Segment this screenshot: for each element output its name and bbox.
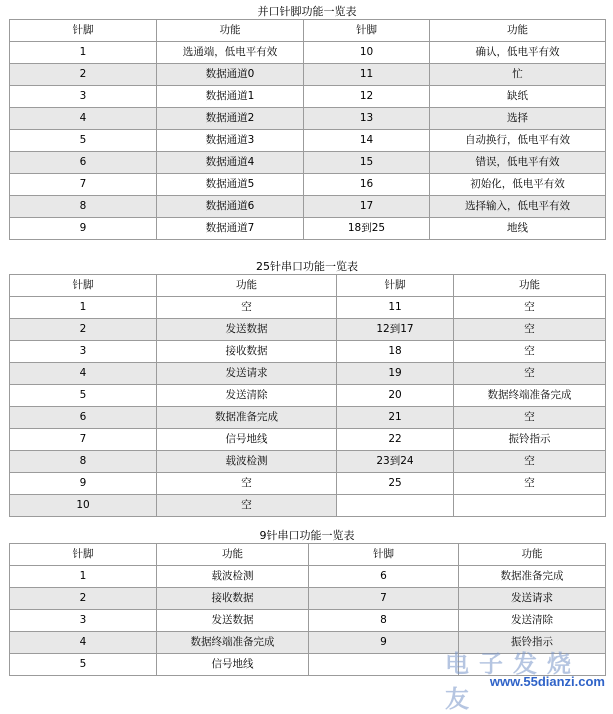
table-cell: 4 <box>10 363 157 385</box>
table-cell: 5 <box>10 130 157 152</box>
table-cell: 数据通道4 <box>157 152 304 174</box>
watermark-url: www.55dianzi.com <box>489 674 605 689</box>
table-cell: 空 <box>454 407 606 429</box>
column-header: 功能 <box>157 544 309 566</box>
table-cell: 载波检测 <box>157 451 337 473</box>
column-header: 针脚 <box>309 544 459 566</box>
table-cell: 确认，低电平有效 <box>430 42 606 64</box>
table-header-row <box>10 275 606 297</box>
column-header: 针脚 <box>304 20 430 42</box>
table-cell: 9 <box>309 632 459 654</box>
table-cell <box>459 654 606 676</box>
column-header: 功能 <box>157 275 337 297</box>
table-row <box>10 108 606 130</box>
table-cell: 6 <box>10 407 157 429</box>
table-row <box>10 152 606 174</box>
table-cell: 数据准备完成 <box>459 566 606 588</box>
table-cell: 9 <box>10 218 157 240</box>
table-cell: 7 <box>10 429 157 451</box>
table-cell: 11 <box>337 297 454 319</box>
table-cell: 10 <box>10 495 157 517</box>
table-cell: 数据通道3 <box>157 130 304 152</box>
table-row <box>10 218 606 240</box>
table-cell: 数据通道1 <box>157 86 304 108</box>
table-cell: 3 <box>10 341 157 363</box>
table-cell: 3 <box>10 610 157 632</box>
table-row <box>10 588 606 610</box>
table-cell: 空 <box>157 473 337 495</box>
table-cell: 空 <box>454 319 606 341</box>
table-cell: 发送请求 <box>459 588 606 610</box>
table-cell: 发送清除 <box>459 610 606 632</box>
table-cell: 2 <box>10 588 157 610</box>
table-row <box>10 451 606 473</box>
table-header-row <box>10 20 606 42</box>
table-row <box>10 610 606 632</box>
table-cell: 10 <box>304 42 430 64</box>
table-cell: 数据准备完成 <box>157 407 337 429</box>
table-cell: 16 <box>304 174 430 196</box>
table-cell: 20 <box>337 385 454 407</box>
table-cell <box>454 495 606 517</box>
table-cell: 振铃指示 <box>454 429 606 451</box>
table-cell: 8 <box>10 451 157 473</box>
table-cell: 2 <box>10 319 157 341</box>
table-cell: 8 <box>309 610 459 632</box>
table-cell: 2 <box>10 64 157 86</box>
table-cell: 发送请求 <box>157 363 337 385</box>
table-cell <box>337 495 454 517</box>
table-cell: 12 <box>304 86 430 108</box>
table-cell: 信号地线 <box>157 654 309 676</box>
table-cell: 17 <box>304 196 430 218</box>
table-cell: 12到17 <box>337 319 454 341</box>
table-row <box>10 319 606 341</box>
table-row <box>10 407 606 429</box>
table-cell: 自动换行，低电平有效 <box>430 130 606 152</box>
table-cell: 错误，低电平有效 <box>430 152 606 174</box>
table-cell: 数据通道2 <box>157 108 304 130</box>
table-cell: 空 <box>454 451 606 473</box>
table-cell: 选择 <box>430 108 606 130</box>
table-cell: 7 <box>10 174 157 196</box>
table-cell: 19 <box>337 363 454 385</box>
table-cell: 1 <box>10 42 157 64</box>
column-header: 功能 <box>459 544 606 566</box>
table-cell: 3 <box>10 86 157 108</box>
table-row <box>10 341 606 363</box>
table-row <box>10 566 606 588</box>
serial-25-section <box>9 259 605 517</box>
table-cell: 接收数据 <box>157 588 309 610</box>
table-cell: 数据通道0 <box>157 64 304 86</box>
table-cell: 缺纸 <box>430 86 606 108</box>
table-cell: 18 <box>337 341 454 363</box>
column-header: 功能 <box>157 20 304 42</box>
table-row <box>10 385 606 407</box>
column-header: 功能 <box>454 275 606 297</box>
table-cell: 初始化，低电平有效 <box>430 174 606 196</box>
table-cell: 数据通道7 <box>157 218 304 240</box>
table-cell: 14 <box>304 130 430 152</box>
table-cell: 空 <box>454 473 606 495</box>
table-cell: 5 <box>10 385 157 407</box>
table-row <box>10 42 606 64</box>
parallel-port-section <box>9 4 605 240</box>
table-title: 并口针脚功能一览表 <box>257 5 357 18</box>
table-cell: 接收数据 <box>157 341 337 363</box>
column-header: 针脚 <box>10 275 157 297</box>
table-cell: 6 <box>10 152 157 174</box>
table-cell: 信号地线 <box>157 429 337 451</box>
table-header-row <box>10 544 606 566</box>
serial-9-section <box>9 528 605 676</box>
table-cell: 发送数据 <box>157 319 337 341</box>
table-cell: 数据终端准备完成 <box>157 632 309 654</box>
serial-9-table <box>9 543 606 676</box>
table-cell: 选通端，低电平有效 <box>157 42 304 64</box>
table-cell: 22 <box>337 429 454 451</box>
table-cell: 11 <box>304 64 430 86</box>
table-cell: 空 <box>454 341 606 363</box>
table-cell: 13 <box>304 108 430 130</box>
column-header: 针脚 <box>10 20 157 42</box>
table-title: 9针串口功能一览表 <box>259 529 355 542</box>
table-cell: 9 <box>10 473 157 495</box>
table-cell: 4 <box>10 108 157 130</box>
table-cell: 5 <box>10 654 157 676</box>
table-row <box>10 632 606 654</box>
table-row <box>10 297 606 319</box>
column-header: 功能 <box>430 20 606 42</box>
table-row <box>10 174 606 196</box>
table-cell: 6 <box>309 566 459 588</box>
column-header: 针脚 <box>10 544 157 566</box>
parallel-port-table <box>9 19 606 240</box>
table-cell: 空 <box>157 495 337 517</box>
table-cell: 7 <box>309 588 459 610</box>
table-cell: 空 <box>454 363 606 385</box>
table-row <box>10 495 606 517</box>
table-cell: 4 <box>10 632 157 654</box>
table-cell: 1 <box>10 297 157 319</box>
table-cell: 振铃指示 <box>459 632 606 654</box>
table-title: 25针串口功能一览表 <box>256 260 358 273</box>
table-row <box>10 64 606 86</box>
table-row <box>10 130 606 152</box>
column-header: 针脚 <box>337 275 454 297</box>
table-cell: 25 <box>337 473 454 495</box>
table-row <box>10 363 606 385</box>
table-row <box>10 654 606 676</box>
table-cell: 数据终端准备完成 <box>454 385 606 407</box>
table-cell: 空 <box>454 297 606 319</box>
table-cell: 数据通道6 <box>157 196 304 218</box>
table-cell: 23到24 <box>337 451 454 473</box>
table-cell: 18到25 <box>304 218 430 240</box>
table-cell <box>309 654 459 676</box>
table-row <box>10 86 606 108</box>
table-row <box>10 196 606 218</box>
table-cell: 发送数据 <box>157 610 309 632</box>
serial-25-table <box>9 274 606 517</box>
table-cell: 发送清除 <box>157 385 337 407</box>
table-row <box>10 473 606 495</box>
table-cell: 空 <box>157 297 337 319</box>
table-row <box>10 429 606 451</box>
table-cell: 21 <box>337 407 454 429</box>
table-cell: 地线 <box>430 218 606 240</box>
table-cell: 数据通道5 <box>157 174 304 196</box>
table-cell: 15 <box>304 152 430 174</box>
table-cell: 8 <box>10 196 157 218</box>
watermark-logo-text: 电子发烧友 <box>445 649 581 713</box>
table-cell: 选择输入，低电平有效 <box>430 196 606 218</box>
table-cell: 忙 <box>430 64 606 86</box>
table-cell: 1 <box>10 566 157 588</box>
table-cell: 载波检测 <box>157 566 309 588</box>
